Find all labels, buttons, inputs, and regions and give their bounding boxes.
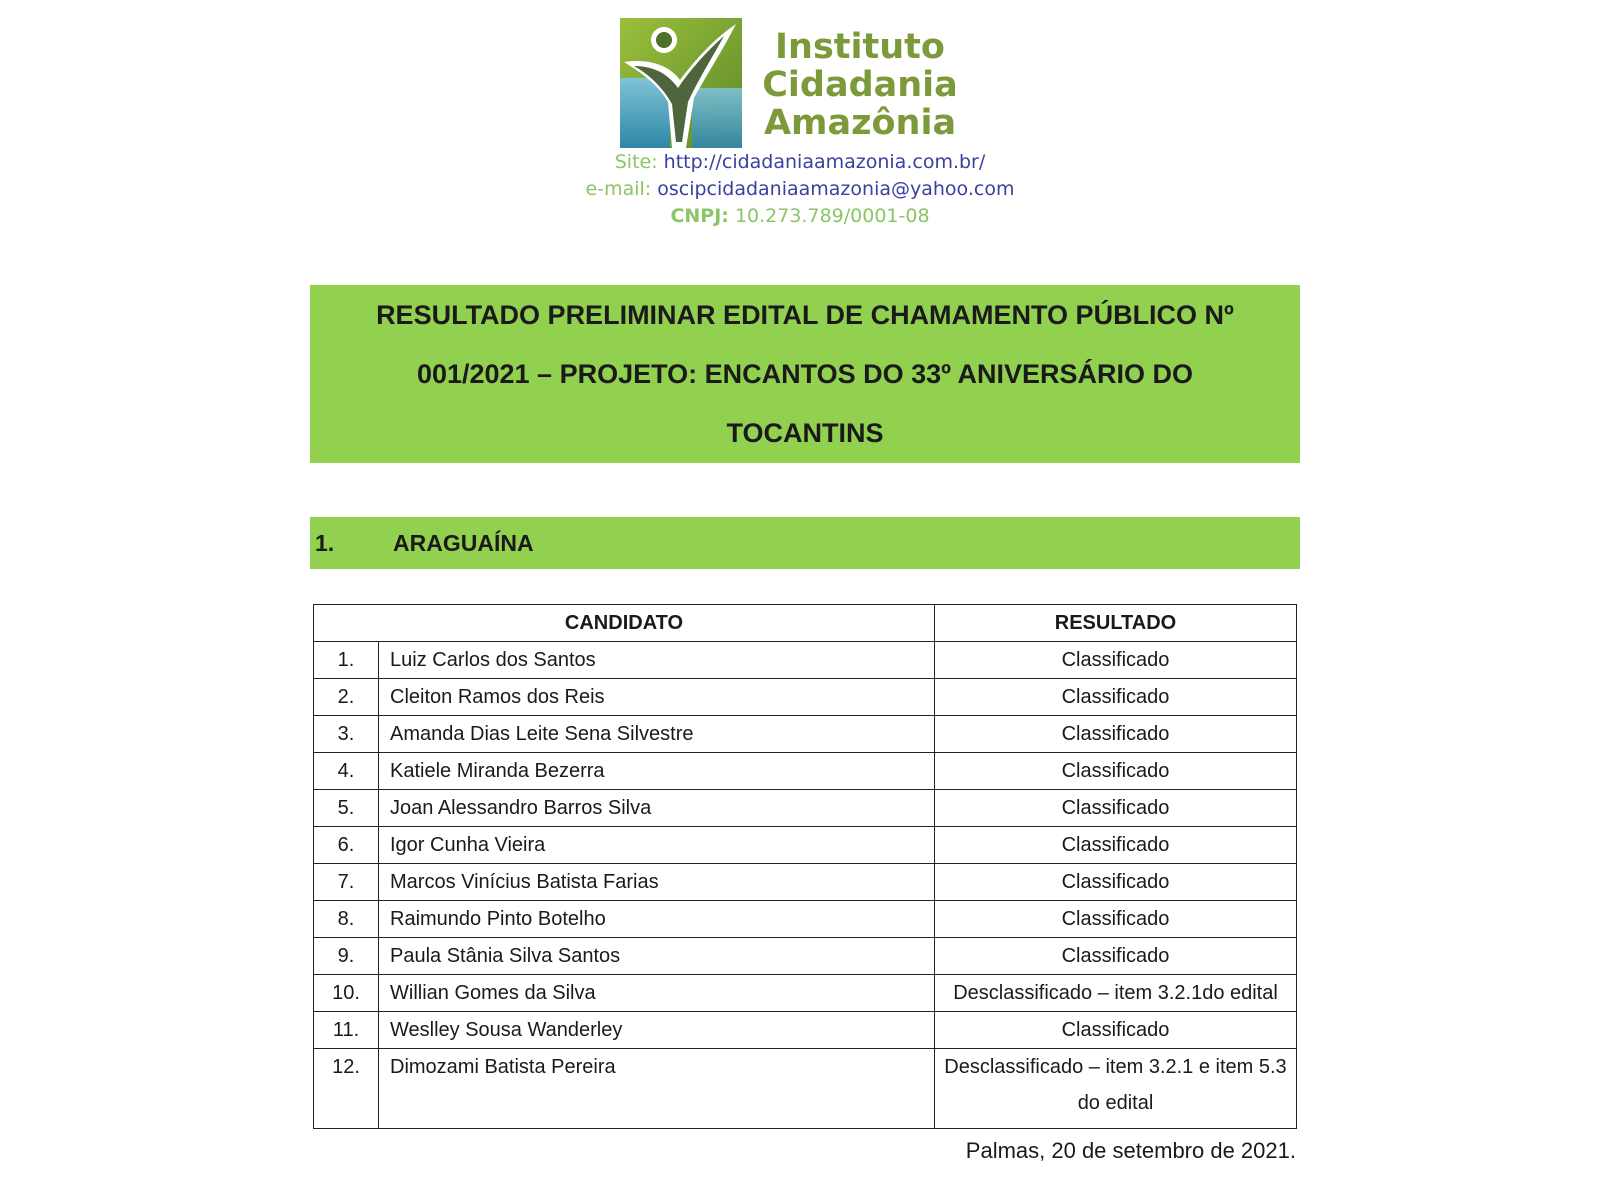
section-title: ARAGUAÍNA bbox=[393, 529, 534, 556]
candidate-result: Desclassificado – item 3.2.1 e item 5.3 do edital bbox=[935, 1049, 1297, 1129]
document-title: RESULTADO PRELIMINAR EDITAL DE CHAMAMENTO PÚBLICO Nº 001/2021 – PROJETO: ENCANTOS DO 33º ANIVERSÁRIO DO TOCANTINS bbox=[376, 299, 1234, 448]
candidate-name: Cleiton Ramos dos Reis bbox=[379, 679, 935, 716]
cnpj-line bbox=[400, 204, 1200, 228]
table-row bbox=[314, 753, 1297, 790]
candidate-name: Amanda Dias Leite Sena Silvestre bbox=[379, 716, 935, 753]
table-row bbox=[314, 938, 1297, 975]
table-row bbox=[314, 790, 1297, 827]
candidate-result: Classificado bbox=[935, 679, 1297, 716]
cnpj-value: 10.273.789/0001-08 bbox=[734, 205, 930, 227]
email-line bbox=[400, 177, 1200, 201]
table-row bbox=[314, 901, 1297, 938]
document-header bbox=[0, 0, 1600, 240]
candidate-result: Classificado bbox=[935, 938, 1297, 975]
row-number: 10. bbox=[314, 975, 379, 1012]
row-number: 8. bbox=[314, 901, 379, 938]
email-label: e-mail: bbox=[585, 178, 652, 200]
row-number: 6. bbox=[314, 827, 379, 864]
row-number: 12. bbox=[314, 1049, 379, 1129]
site-link[interactable]: http://cidadaniaamazonia.com.br/ bbox=[663, 151, 986, 173]
table-row bbox=[314, 1049, 1297, 1129]
row-number: 7. bbox=[314, 864, 379, 901]
title-banner bbox=[310, 285, 1300, 463]
candidate-result: Classificado bbox=[935, 864, 1297, 901]
candidate-name: Willian Gomes da Silva bbox=[379, 975, 935, 1012]
candidate-name: Weslley Sousa Wanderley bbox=[379, 1012, 935, 1049]
logo-line-3: Amazônia bbox=[763, 103, 957, 143]
row-number: 1. bbox=[314, 642, 379, 679]
candidate-name: Dimozami Batista Pereira bbox=[379, 1049, 935, 1129]
candidate-result: Classificado bbox=[935, 716, 1297, 753]
row-number: 4. bbox=[314, 753, 379, 790]
candidate-result: Classificado bbox=[935, 1012, 1297, 1049]
site-line bbox=[400, 150, 1200, 174]
candidate-name: Luiz Carlos dos Santos bbox=[379, 642, 935, 679]
table-row bbox=[314, 1012, 1297, 1049]
candidate-result: Desclassificado – item 3.2.1do edital bbox=[935, 975, 1297, 1012]
table-header-row bbox=[314, 605, 1297, 642]
results-table bbox=[313, 604, 1297, 1129]
table-row bbox=[314, 864, 1297, 901]
document-date: Palmas, 20 de setembro de 2021. bbox=[965, 1138, 1296, 1163]
institute-logo-icon bbox=[620, 18, 742, 148]
table-row bbox=[314, 827, 1297, 864]
candidate-name: Raimundo Pinto Botelho bbox=[379, 901, 935, 938]
candidate-result: Classificado bbox=[935, 901, 1297, 938]
candidate-name: Paula Stânia Silva Santos bbox=[379, 938, 935, 975]
candidate-name: Joan Alessandro Barros Silva bbox=[379, 790, 935, 827]
candidate-result: Classificado bbox=[935, 827, 1297, 864]
candidate-name: Katiele Miranda Bezerra bbox=[379, 753, 935, 790]
logo-line-2: Cidadania bbox=[762, 65, 958, 105]
table-row bbox=[314, 716, 1297, 753]
candidate-result: Classificado bbox=[935, 790, 1297, 827]
candidate-name: Marcos Vinícius Batista Farias bbox=[379, 864, 935, 901]
candidate-result: Classificado bbox=[935, 642, 1297, 679]
row-number: 5. bbox=[314, 790, 379, 827]
email-link[interactable]: oscipcidadaniaamazonia@yahoo.com bbox=[657, 178, 1015, 200]
table-row bbox=[314, 642, 1297, 679]
candidate-name: Igor Cunha Vieira bbox=[379, 827, 935, 864]
cnpj-label: CNPJ: bbox=[670, 205, 729, 227]
logo-line-1: Instituto bbox=[775, 27, 945, 67]
row-number: 9. bbox=[314, 938, 379, 975]
row-number: 3. bbox=[314, 716, 379, 753]
section-banner bbox=[310, 517, 1300, 569]
row-number: 11. bbox=[314, 1012, 379, 1049]
table-row bbox=[314, 679, 1297, 716]
candidate-column-header: CANDIDATO bbox=[314, 605, 935, 642]
row-number: 2. bbox=[314, 679, 379, 716]
result-column-header: RESULTADO bbox=[935, 605, 1297, 642]
institute-name bbox=[760, 28, 960, 142]
section-number: 1. bbox=[315, 529, 335, 556]
candidate-result: Classificado bbox=[935, 753, 1297, 790]
site-label: Site: bbox=[614, 151, 658, 173]
table-row bbox=[314, 975, 1297, 1012]
